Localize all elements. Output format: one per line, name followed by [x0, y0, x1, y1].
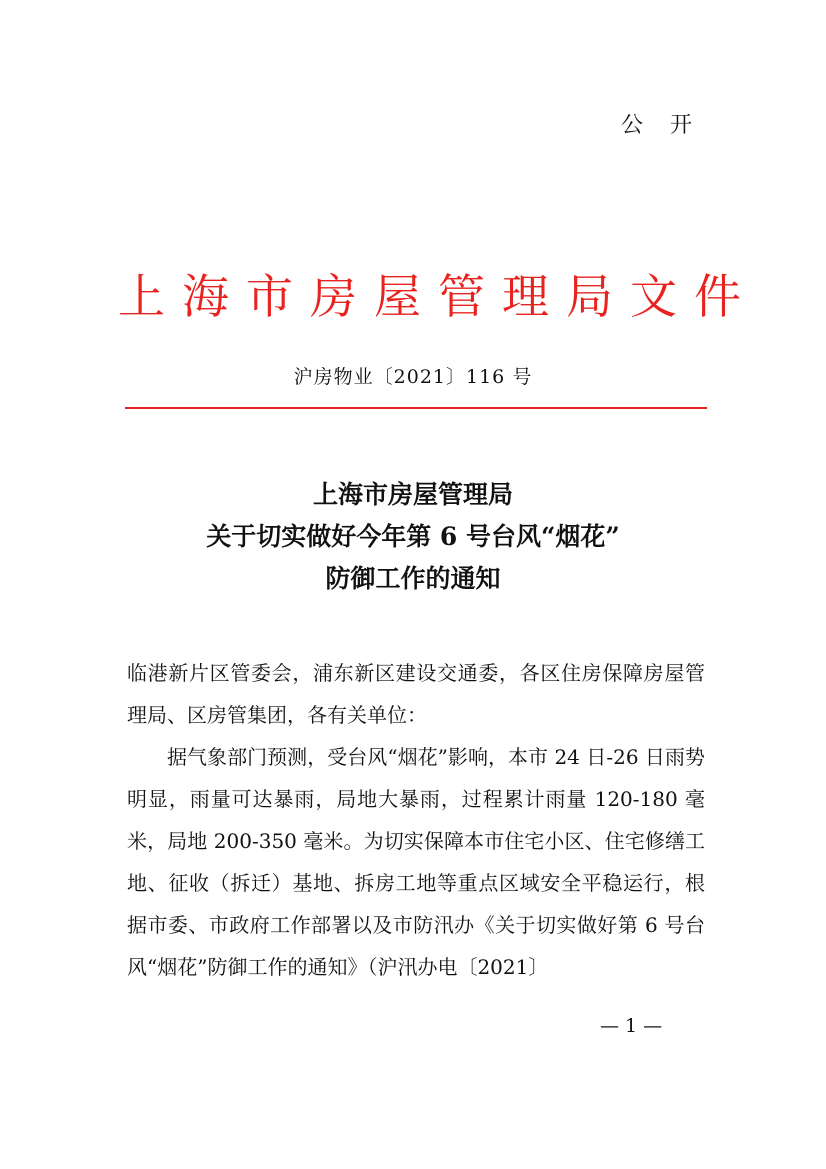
page-number: — 1 —: [600, 1015, 663, 1037]
issuer-header: 上海市房屋管理局文件: [118, 270, 758, 325]
document-body: [127, 652, 705, 988]
red-divider-line: [125, 407, 707, 409]
title-line-1: 上海市房屋管理局: [312, 480, 513, 509]
classification-label: 公 开: [621, 113, 702, 138]
document-title: [118, 474, 708, 600]
body-paragraph: 据气象部门预测，受台风“烟花”影响，本市 24 日-26 日雨势明显，雨量可达暴雨，局地大暴雨，过程累计雨量 120-180 毫米，局地 200-350 毫米。为切实保障本市住宅小区、住宅修缮工地、征收（拆迁）基地、拆房工地等重点区域安全平稳运行，根据市委、市政府工作部署以及市防汛办《关于切实做好第 6 号台风“烟花”防御工作的通知》（沪汛办电〔2021〕: [127, 745, 705, 979]
title-line-2: 关于切实做好今年第 6 号台风“烟花”: [206, 522, 620, 551]
document-number: 沪房物业〔2021〕116 号: [293, 366, 533, 388]
addressee-paragraph: 临港新片区管委会，浦东新区建设交通委，各区住房保障房屋管理局、区房管集团，各有关单位：: [127, 661, 705, 727]
title-line-3: 防御工作的通知: [325, 564, 501, 593]
